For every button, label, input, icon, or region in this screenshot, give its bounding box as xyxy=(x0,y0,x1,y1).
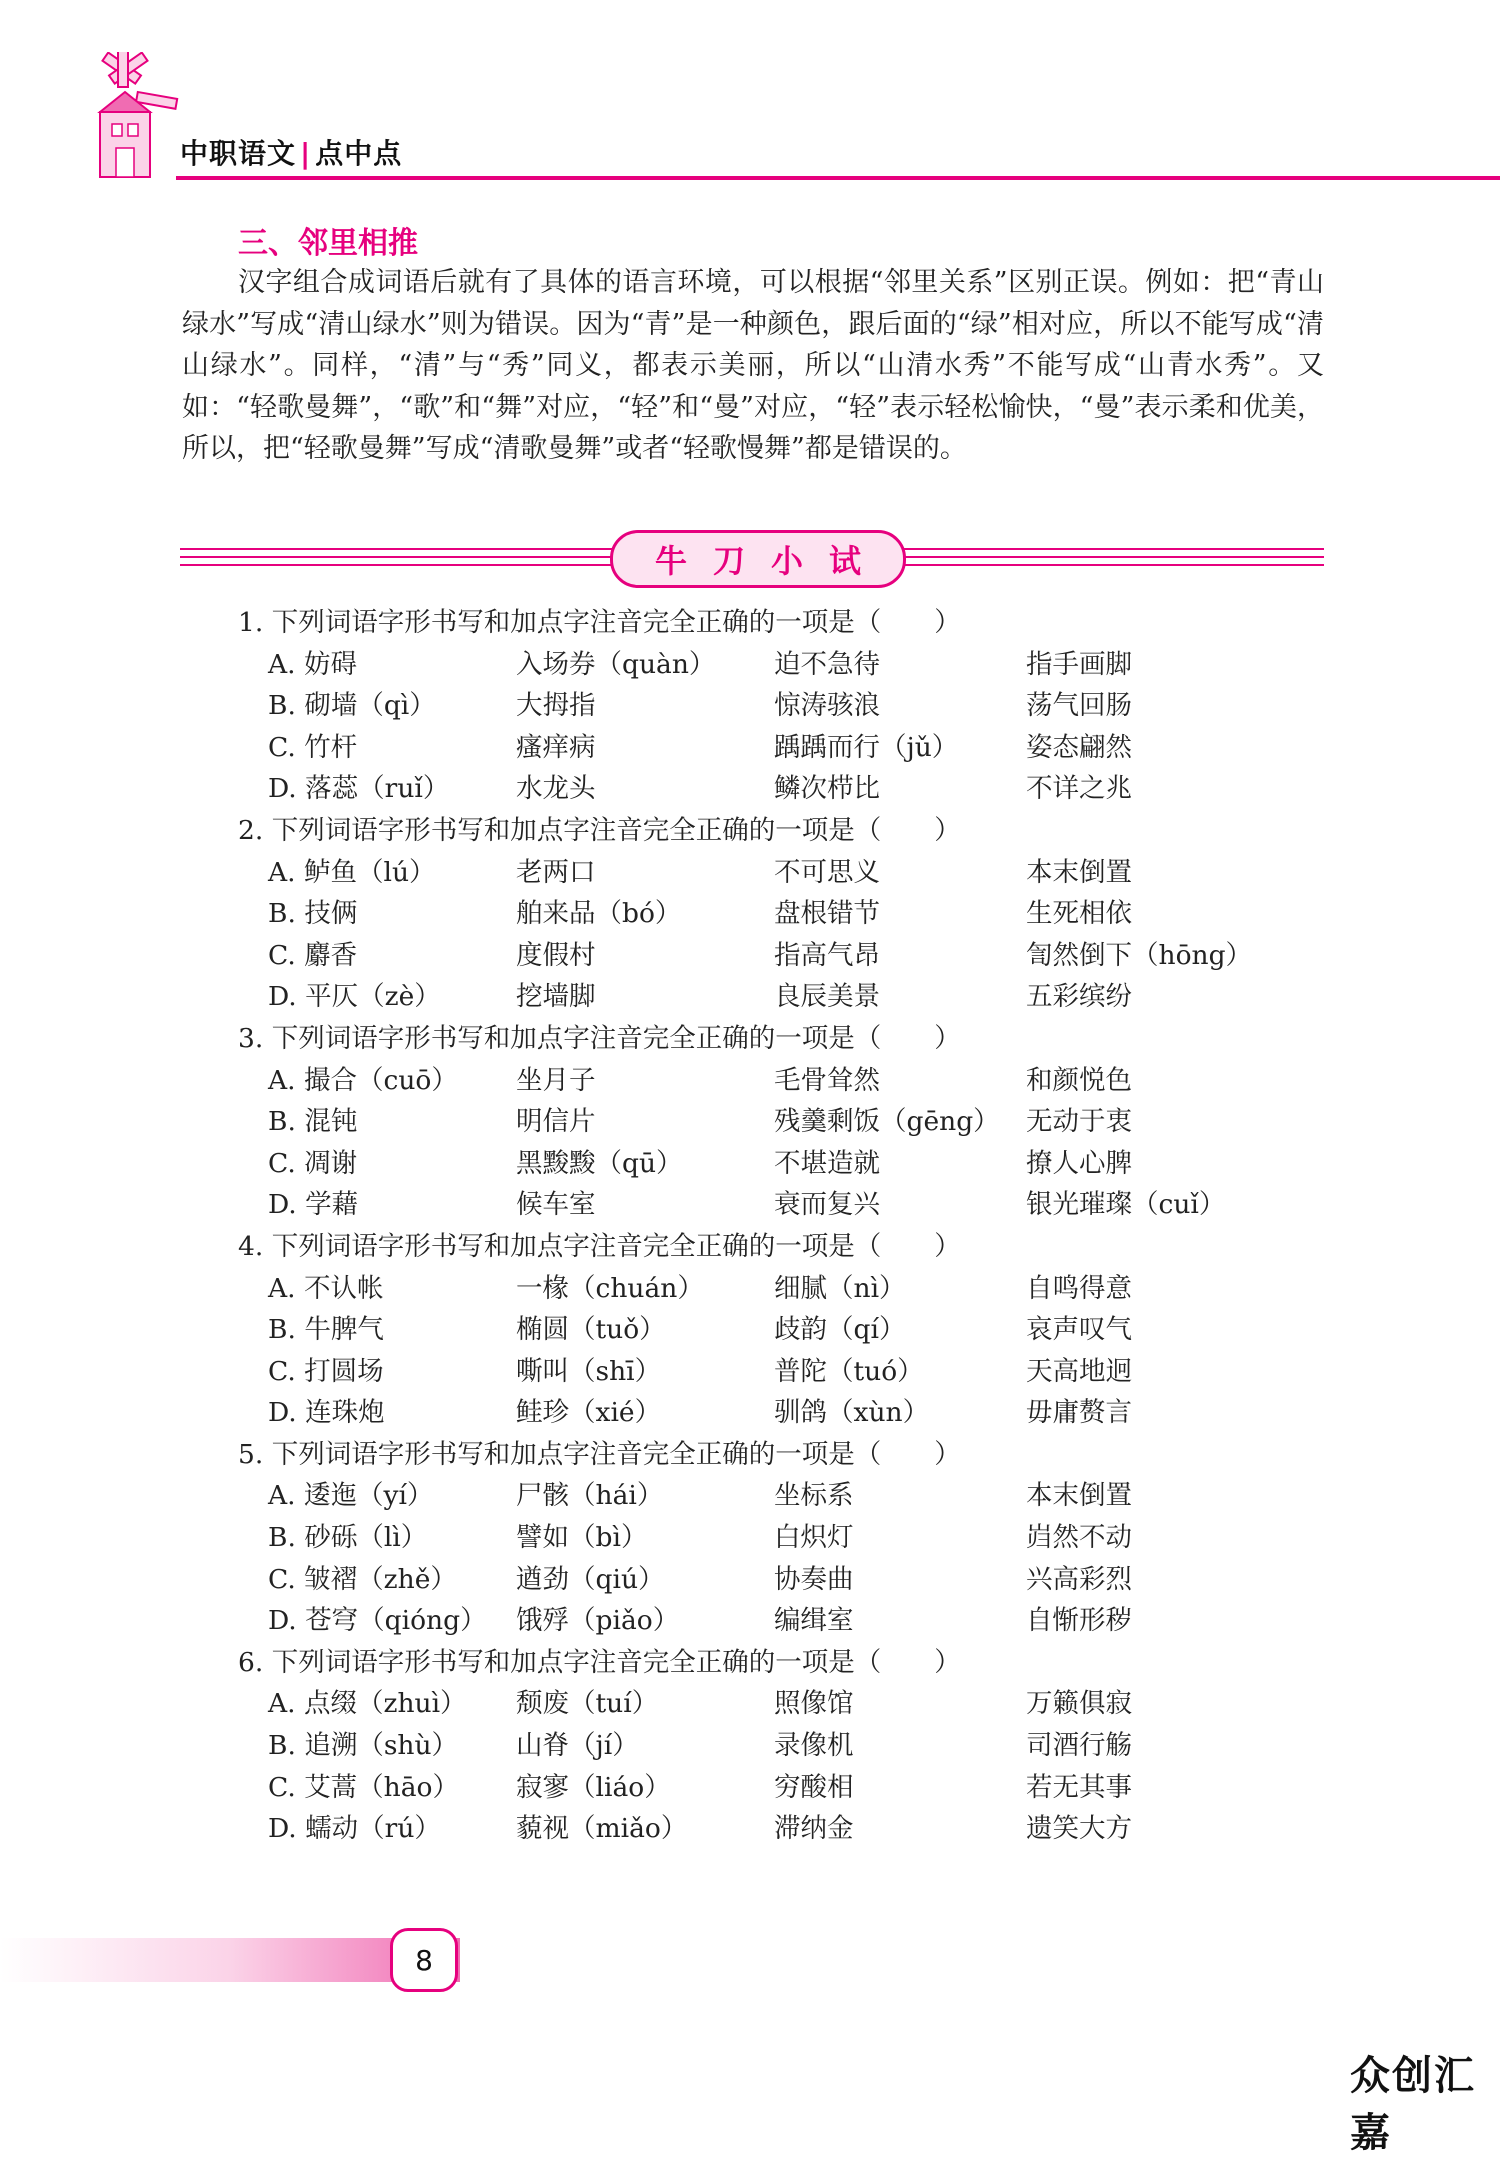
option-term: 良辰美景 xyxy=(774,981,880,1013)
option-term: 坐标系 xyxy=(774,1480,854,1512)
option-term: 不堪造就 xyxy=(774,1147,880,1179)
option-label-term: B. 砌墙（qì） xyxy=(268,690,436,722)
option-row xyxy=(238,1351,1338,1393)
option-row xyxy=(238,935,1338,977)
option-term: 水龙头 xyxy=(516,773,596,805)
option-label-term: C. 皱褶（zhě） xyxy=(268,1563,457,1595)
option-term: 毛骨耸然 xyxy=(774,1064,880,1096)
option-row xyxy=(238,1725,1338,1767)
option-label-term: A. 鲈鱼（lú） xyxy=(268,856,436,888)
option-term: 颓废（tuí） xyxy=(516,1688,659,1720)
option-term: 遗笑大方 xyxy=(1026,1813,1132,1845)
option-term: 老两口 xyxy=(516,856,596,888)
option-row xyxy=(238,1268,1338,1310)
section-paragraph: 汉字组合成词语后就有了具体的语言环境，可以根据“邻里关系”区别正误。例如：把“青山绿水”写成“清山绿水”则为错误。因为“青”是一种颜色，跟后面的“绿”相对应，所以不能写成“清山绿水”。同样，“清”与“秀”同义，都表示美丽，所以“山清水秀”不能写成“山青水秀”。又如：“轻歌曼舞”，“歌”和“舞”对应，“轻”和“曼”对应，“轻”表示轻松愉快，“曼”表示柔和优美，所以，把“轻歌曼舞”写成“清歌曼舞”或者“轻歌慢舞”都是错误的。 xyxy=(182,267,1324,464)
option-term: 细腻（nì） xyxy=(774,1272,906,1304)
option-term: 鳞次栉比 xyxy=(774,773,880,805)
series-subtitle: 点中点 xyxy=(315,137,403,170)
option-term: 哀声叹气 xyxy=(1026,1314,1132,1346)
option-term: 舶来品（bó） xyxy=(516,898,682,930)
option-term: 驯鸽（xùn） xyxy=(774,1397,930,1429)
option-label-term: A. 撮合（cuō） xyxy=(268,1064,458,1096)
option-term: 司酒行觞 xyxy=(1026,1730,1132,1762)
option-term: 照像馆 xyxy=(774,1688,854,1720)
option-row xyxy=(238,1392,1338,1434)
option-row xyxy=(238,1475,1338,1517)
header-divider xyxy=(176,176,1500,180)
option-row xyxy=(238,1600,1338,1642)
option-term: 指高气昂 xyxy=(774,939,880,971)
option-row xyxy=(238,1184,1338,1226)
option-term: 黑黢黢（qū） xyxy=(516,1147,683,1179)
header-title xyxy=(180,132,402,172)
option-term: 一椽（chuán） xyxy=(516,1272,704,1304)
option-row xyxy=(238,768,1338,810)
option-term: 五彩缤纷 xyxy=(1026,981,1132,1013)
option-term: 迫不急待 xyxy=(774,648,880,680)
option-label-term: A. 逶迤（yí） xyxy=(268,1480,434,1512)
option-term: 滞纳金 xyxy=(774,1813,854,1845)
page-header xyxy=(0,0,1504,190)
option-label-term: D. 平仄（zè） xyxy=(268,981,441,1013)
option-term: 若无其事 xyxy=(1026,1771,1132,1803)
option-term: 兴高彩烈 xyxy=(1026,1563,1132,1595)
option-term: 白炽灯 xyxy=(774,1522,854,1554)
option-label-term: C. 麝香 xyxy=(268,939,358,971)
option-term: 本末倒置 xyxy=(1026,856,1132,888)
option-row xyxy=(238,644,1338,686)
option-term: 藐视（miǎo） xyxy=(516,1813,688,1845)
option-row xyxy=(238,1101,1338,1143)
option-row xyxy=(238,976,1338,1018)
option-term: 饿殍（piǎo） xyxy=(516,1605,680,1637)
option-row xyxy=(238,685,1338,727)
option-term: 银光璀璨（cuǐ） xyxy=(1026,1189,1226,1221)
option-row xyxy=(238,1517,1338,1559)
option-row xyxy=(238,1767,1338,1809)
question-stem: 4. 下列词语字形书写和加点字注音完全正确的一项是（ ） xyxy=(238,1230,961,1262)
option-label-term: C. 打圆场 xyxy=(268,1355,384,1387)
option-term: 椭圆（tuǒ） xyxy=(516,1314,666,1346)
option-row xyxy=(238,1309,1338,1351)
option-term: 荡气回肠 xyxy=(1026,690,1132,722)
option-term: 踽踽而行（jǔ） xyxy=(774,731,959,763)
option-term: 穷酸相 xyxy=(774,1771,854,1803)
option-term: 度假村 xyxy=(516,939,596,971)
option-term: 指手画脚 xyxy=(1026,648,1132,680)
windmill-logo-icon xyxy=(60,52,190,182)
option-term: 协奏曲 xyxy=(774,1563,854,1595)
option-term: 岿然不动 xyxy=(1026,1522,1132,1554)
option-label-term: B. 砂砾（lì） xyxy=(268,1522,428,1554)
option-term: 嘶叫（shī） xyxy=(516,1355,662,1387)
option-row xyxy=(238,1808,1338,1850)
option-row xyxy=(238,893,1338,935)
option-term: 编缉室 xyxy=(774,1605,854,1637)
option-label-term: D. 连珠炮 xyxy=(268,1397,385,1429)
option-term: 不详之兆 xyxy=(1026,773,1132,805)
question-stem: 6. 下列词语字形书写和加点字注音完全正确的一项是（ ） xyxy=(238,1646,961,1678)
option-row xyxy=(238,727,1338,769)
option-label-term: A. 不认帐 xyxy=(268,1272,384,1304)
question-stem: 1. 下列词语字形书写和加点字注音完全正确的一项是（ ） xyxy=(238,607,961,638)
option-term: 鲑珍（xié） xyxy=(516,1397,662,1429)
option-term: 自鸣得意 xyxy=(1026,1272,1132,1304)
option-row xyxy=(238,1683,1338,1725)
option-term: 衰而复兴 xyxy=(774,1189,880,1221)
section-title: 三、邻里相推 xyxy=(238,226,418,261)
watermark-logo: 众创汇嘉 xyxy=(1350,2053,1476,2156)
option-label-term: B. 追溯（shù） xyxy=(268,1730,459,1762)
option-term: 惊涛骇浪 xyxy=(774,690,880,722)
option-row xyxy=(238,1060,1338,1102)
option-term: 明信片 xyxy=(516,1106,596,1138)
option-term: 万籁俱寂 xyxy=(1026,1688,1132,1720)
option-term: 尸骸（hái） xyxy=(516,1480,664,1512)
option-term: 譬如（bì） xyxy=(516,1522,648,1554)
option-label-term: D. 蠕动（rú） xyxy=(268,1813,441,1845)
option-term: 不可思义 xyxy=(774,856,880,888)
option-term: 寂寥（liáo） xyxy=(516,1771,671,1803)
option-label-term: C. 竹杆 xyxy=(268,731,358,763)
option-term: 毋庸赘言 xyxy=(1026,1397,1132,1429)
option-term: 本末倒置 xyxy=(1026,1480,1132,1512)
option-label-term: D. 学藉 xyxy=(268,1189,359,1221)
option-term: 姿态翩然 xyxy=(1026,731,1132,763)
option-term: 候车室 xyxy=(516,1189,596,1221)
option-term: 和颜悦色 xyxy=(1026,1064,1132,1096)
option-term: 无动于衷 xyxy=(1026,1106,1132,1138)
option-row xyxy=(238,1559,1338,1601)
question-stem: 3. 下列词语字形书写和加点字注音完全正确的一项是（ ） xyxy=(238,1022,961,1054)
option-label-term: D. 落蕊（ruǐ） xyxy=(268,773,450,805)
banner-label: 牛刀小试 xyxy=(654,542,887,580)
option-label-term: B. 技俩 xyxy=(268,898,358,930)
page-number: 8 xyxy=(390,1928,458,1992)
option-term: 歧韵（qí） xyxy=(774,1314,906,1346)
banner-label-box xyxy=(610,530,906,588)
option-label-term: C. 凋谢 xyxy=(268,1147,358,1179)
question-list xyxy=(238,602,1338,1850)
option-term: 遒劲（qiú） xyxy=(516,1563,665,1595)
option-label-term: A. 点缀（zhuì） xyxy=(268,1688,467,1720)
option-label-term: A. 妨碍 xyxy=(268,648,357,680)
title-separator: | xyxy=(300,137,312,170)
option-term: 普陀（tuó） xyxy=(774,1355,924,1387)
option-label-term: B. 混钝 xyxy=(268,1106,358,1138)
option-term: 訇然倒下（hōng） xyxy=(1026,939,1253,971)
option-term: 录像机 xyxy=(774,1730,854,1762)
question-stem: 2. 下列词语字形书写和加点字注音完全正确的一项是（ ） xyxy=(238,814,961,846)
question-stem: 5. 下列词语字形书写和加点字注音完全正确的一项是（ ） xyxy=(238,1438,961,1470)
option-label-term: B. 牛脾气 xyxy=(268,1314,384,1346)
option-term: 瘙痒病 xyxy=(516,731,596,763)
option-term: 挖墙脚 xyxy=(516,981,596,1013)
option-term: 盘根错节 xyxy=(774,898,880,930)
option-term: 大拇指 xyxy=(516,690,596,722)
option-term: 入场券（quàn） xyxy=(516,648,716,680)
series-title: 中职语文 xyxy=(180,137,297,170)
practice-banner xyxy=(180,530,1324,590)
option-term: 天高地迥 xyxy=(1026,1355,1132,1387)
option-term: 撩人心脾 xyxy=(1026,1147,1132,1179)
option-term: 自惭形秽 xyxy=(1026,1605,1132,1637)
option-term: 生死相依 xyxy=(1026,898,1132,930)
option-term: 坐月子 xyxy=(516,1064,596,1096)
option-term: 山脊（jí） xyxy=(516,1730,639,1762)
option-term: 残羹剩饭（gēng） xyxy=(774,1106,1000,1138)
option-label-term: D. 苍穹（qióng） xyxy=(268,1605,487,1637)
option-row xyxy=(238,852,1338,894)
option-row xyxy=(238,1143,1338,1185)
option-label-term: C. 艾蒿（hāo） xyxy=(268,1771,459,1803)
